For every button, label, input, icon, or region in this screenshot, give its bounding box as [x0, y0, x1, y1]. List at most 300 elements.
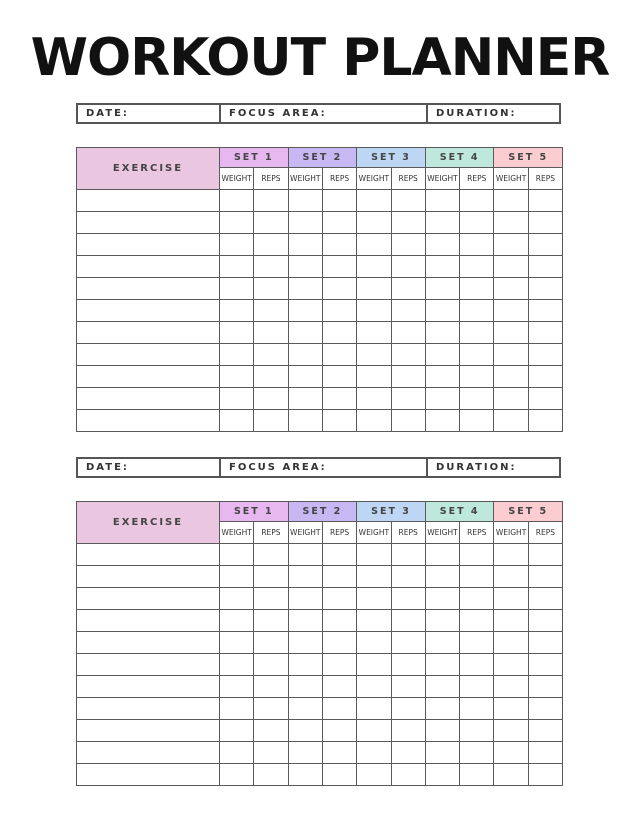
reps-cell[interactable]: [322, 698, 356, 720]
weight-cell[interactable]: [357, 632, 391, 654]
weight-cell[interactable]: [494, 544, 528, 566]
weight-cell[interactable]: [288, 698, 322, 720]
weight-cell[interactable]: [288, 344, 322, 366]
reps-cell[interactable]: [254, 588, 288, 610]
weight-cell[interactable]: [357, 588, 391, 610]
weight-cell[interactable]: [357, 234, 391, 256]
weight-cell[interactable]: [425, 544, 459, 566]
exercise-cell[interactable]: [77, 410, 220, 432]
workout-table: [76, 147, 563, 432]
reps-cell[interactable]: [391, 190, 425, 212]
weight-cell[interactable]: [494, 278, 528, 300]
table-row: [77, 322, 563, 344]
reps-cell[interactable]: [391, 234, 425, 256]
reps-header: REPS: [528, 522, 562, 544]
reps-header: REPS: [391, 168, 425, 190]
weight-cell[interactable]: [288, 256, 322, 278]
exercise-cell[interactable]: [77, 234, 220, 256]
reps-cell[interactable]: [391, 610, 425, 632]
reps-cell[interactable]: [322, 212, 356, 234]
table-row: [77, 720, 563, 742]
weight-cell[interactable]: [288, 322, 322, 344]
reps-cell[interactable]: [254, 300, 288, 322]
reps-cell[interactable]: [528, 632, 562, 654]
reps-cell[interactable]: [460, 742, 494, 764]
weight-header: WEIGHT: [494, 522, 528, 544]
weight-cell[interactable]: [288, 610, 322, 632]
reps-cell[interactable]: [322, 300, 356, 322]
reps-cell[interactable]: [254, 322, 288, 344]
reps-cell[interactable]: [528, 742, 562, 764]
weight-cell[interactable]: [425, 256, 459, 278]
reps-cell[interactable]: [254, 720, 288, 742]
reps-cell[interactable]: [322, 654, 356, 676]
reps-cell[interactable]: [528, 190, 562, 212]
weight-cell[interactable]: [288, 212, 322, 234]
weight-cell[interactable]: [357, 344, 391, 366]
weight-cell[interactable]: [425, 388, 459, 410]
weight-cell[interactable]: [494, 632, 528, 654]
reps-cell[interactable]: [391, 300, 425, 322]
exercise-cell[interactable]: [77, 610, 220, 632]
exercise-cell[interactable]: [77, 588, 220, 610]
reps-cell[interactable]: [460, 234, 494, 256]
table-row: [77, 566, 563, 588]
weight-cell[interactable]: [494, 300, 528, 322]
weight-cell[interactable]: [494, 720, 528, 742]
weight-cell[interactable]: [220, 234, 254, 256]
reps-cell[interactable]: [528, 256, 562, 278]
weight-cell[interactable]: [425, 344, 459, 366]
table-row: [77, 588, 563, 610]
reps-cell[interactable]: [322, 366, 356, 388]
reps-cell[interactable]: [391, 632, 425, 654]
reps-cell[interactable]: [322, 588, 356, 610]
weight-cell[interactable]: [425, 212, 459, 234]
page-title: WORKOUT PLANNER: [30, 28, 610, 88]
table-row: [77, 742, 563, 764]
reps-cell[interactable]: [391, 588, 425, 610]
weight-cell[interactable]: [220, 322, 254, 344]
weight-cell[interactable]: [494, 566, 528, 588]
weight-cell[interactable]: [425, 764, 459, 786]
weight-cell[interactable]: [494, 410, 528, 432]
reps-cell[interactable]: [528, 720, 562, 742]
weight-cell[interactable]: [357, 212, 391, 234]
table-row: [77, 410, 563, 432]
reps-cell[interactable]: [254, 278, 288, 300]
reps-cell[interactable]: [254, 544, 288, 566]
reps-cell[interactable]: [528, 566, 562, 588]
reps-cell[interactable]: [254, 256, 288, 278]
session-info-bar: [76, 103, 561, 124]
exercise-header: EXERCISE: [77, 148, 220, 190]
weight-cell[interactable]: [425, 676, 459, 698]
reps-cell[interactable]: [391, 742, 425, 764]
weight-cell[interactable]: [494, 742, 528, 764]
set-header-1: SET 1: [220, 148, 289, 168]
weight-cell[interactable]: [357, 698, 391, 720]
reps-cell[interactable]: [391, 366, 425, 388]
reps-cell[interactable]: [528, 344, 562, 366]
weight-cell[interactable]: [220, 566, 254, 588]
weight-cell[interactable]: [288, 632, 322, 654]
table-row: [77, 300, 563, 322]
reps-cell[interactable]: [460, 566, 494, 588]
weight-header: WEIGHT: [494, 168, 528, 190]
table-row: [77, 212, 563, 234]
weight-cell[interactable]: [357, 322, 391, 344]
weight-cell[interactable]: [357, 388, 391, 410]
reps-cell[interactable]: [460, 322, 494, 344]
focus-area-field[interactable]: FOCUS AREA:: [219, 459, 426, 476]
exercise-cell[interactable]: [77, 544, 220, 566]
weight-cell[interactable]: [494, 190, 528, 212]
table-row: [77, 764, 563, 786]
weight-cell[interactable]: [425, 278, 459, 300]
duration-field[interactable]: DURATION:: [426, 105, 559, 122]
weight-cell[interactable]: [425, 410, 459, 432]
weight-cell[interactable]: [220, 366, 254, 388]
reps-cell[interactable]: [460, 588, 494, 610]
exercise-cell[interactable]: [77, 566, 220, 588]
reps-cell[interactable]: [322, 190, 356, 212]
reps-cell[interactable]: [322, 344, 356, 366]
reps-cell[interactable]: [528, 388, 562, 410]
set-header-5: SET 5: [494, 148, 563, 168]
weight-cell[interactable]: [288, 566, 322, 588]
weight-cell[interactable]: [425, 234, 459, 256]
weight-cell[interactable]: [288, 544, 322, 566]
weight-cell[interactable]: [220, 256, 254, 278]
table-row: [77, 388, 563, 410]
weight-cell[interactable]: [288, 742, 322, 764]
reps-cell[interactable]: [528, 212, 562, 234]
reps-cell[interactable]: [528, 300, 562, 322]
reps-cell[interactable]: [528, 410, 562, 432]
reps-header: REPS: [528, 168, 562, 190]
weight-cell[interactable]: [357, 566, 391, 588]
weight-cell[interactable]: [220, 610, 254, 632]
weight-cell[interactable]: [357, 300, 391, 322]
reps-cell[interactable]: [322, 676, 356, 698]
weight-cell[interactable]: [220, 388, 254, 410]
table-row: [77, 610, 563, 632]
reps-cell[interactable]: [391, 410, 425, 432]
exercise-cell[interactable]: [77, 366, 220, 388]
reps-cell[interactable]: [322, 742, 356, 764]
weight-cell[interactable]: [494, 676, 528, 698]
reps-cell[interactable]: [391, 544, 425, 566]
reps-cell[interactable]: [528, 610, 562, 632]
exercise-cell[interactable]: [77, 388, 220, 410]
weight-cell[interactable]: [288, 234, 322, 256]
weight-cell[interactable]: [425, 588, 459, 610]
set-header-4: SET 4: [425, 148, 494, 168]
weight-cell[interactable]: [357, 654, 391, 676]
reps-cell[interactable]: [528, 698, 562, 720]
reps-cell[interactable]: [254, 698, 288, 720]
reps-cell[interactable]: [460, 300, 494, 322]
table-row: [77, 278, 563, 300]
table-row: [77, 234, 563, 256]
weight-cell[interactable]: [288, 300, 322, 322]
weight-cell[interactable]: [288, 190, 322, 212]
weight-cell[interactable]: [494, 610, 528, 632]
weight-cell[interactable]: [357, 190, 391, 212]
exercise-cell[interactable]: [77, 632, 220, 654]
reps-cell[interactable]: [322, 610, 356, 632]
weight-cell[interactable]: [220, 742, 254, 764]
weight-cell[interactable]: [220, 212, 254, 234]
weight-cell[interactable]: [220, 654, 254, 676]
weight-cell[interactable]: [494, 212, 528, 234]
weight-cell[interactable]: [288, 366, 322, 388]
reps-cell[interactable]: [460, 256, 494, 278]
weight-cell[interactable]: [357, 256, 391, 278]
weight-cell[interactable]: [425, 300, 459, 322]
exercise-cell[interactable]: [77, 344, 220, 366]
reps-cell[interactable]: [391, 764, 425, 786]
reps-cell[interactable]: [391, 212, 425, 234]
reps-cell[interactable]: [460, 676, 494, 698]
table-row: [77, 344, 563, 366]
weight-cell[interactable]: [357, 278, 391, 300]
reps-cell[interactable]: [254, 212, 288, 234]
reps-cell[interactable]: [528, 278, 562, 300]
reps-cell[interactable]: [254, 190, 288, 212]
weight-cell[interactable]: [494, 588, 528, 610]
weight-cell[interactable]: [220, 632, 254, 654]
exercise-cell[interactable]: [77, 190, 220, 212]
reps-cell[interactable]: [322, 720, 356, 742]
reps-cell[interactable]: [254, 610, 288, 632]
exercise-cell[interactable]: [77, 764, 220, 786]
weight-cell[interactable]: [357, 742, 391, 764]
reps-cell[interactable]: [460, 388, 494, 410]
exercise-cell[interactable]: [77, 698, 220, 720]
reps-header: REPS: [254, 522, 288, 544]
weight-cell[interactable]: [425, 698, 459, 720]
reps-cell[interactable]: [391, 654, 425, 676]
reps-cell[interactable]: [254, 234, 288, 256]
reps-cell[interactable]: [254, 742, 288, 764]
exercise-cell[interactable]: [77, 212, 220, 234]
table-row: [77, 190, 563, 212]
weight-cell[interactable]: [357, 720, 391, 742]
reps-cell[interactable]: [460, 544, 494, 566]
weight-cell[interactable]: [220, 764, 254, 786]
exercise-cell[interactable]: [77, 742, 220, 764]
weight-cell[interactable]: [425, 190, 459, 212]
reps-cell[interactable]: [460, 190, 494, 212]
set-header-1: SET 1: [220, 502, 289, 522]
weight-cell[interactable]: [220, 300, 254, 322]
reps-cell[interactable]: [254, 388, 288, 410]
weight-cell[interactable]: [494, 654, 528, 676]
exercise-header: EXERCISE: [77, 502, 220, 544]
exercise-cell[interactable]: [77, 720, 220, 742]
reps-cell[interactable]: [322, 410, 356, 432]
exercise-cell[interactable]: [77, 278, 220, 300]
reps-cell[interactable]: [460, 720, 494, 742]
set-header-2: SET 2: [288, 148, 357, 168]
reps-cell[interactable]: [528, 588, 562, 610]
weight-cell[interactable]: [425, 366, 459, 388]
reps-cell[interactable]: [460, 410, 494, 432]
table-row: [77, 366, 563, 388]
reps-cell[interactable]: [322, 632, 356, 654]
weight-cell[interactable]: [288, 388, 322, 410]
reps-cell[interactable]: [322, 278, 356, 300]
set-header-5: SET 5: [494, 502, 563, 522]
reps-cell[interactable]: [391, 322, 425, 344]
weight-header: WEIGHT: [288, 522, 322, 544]
reps-cell[interactable]: [460, 698, 494, 720]
reps-cell[interactable]: [460, 654, 494, 676]
reps-cell[interactable]: [254, 366, 288, 388]
weight-header: WEIGHT: [220, 168, 254, 190]
set-header-4: SET 4: [425, 502, 494, 522]
reps-cell[interactable]: [254, 764, 288, 786]
weight-cell[interactable]: [357, 610, 391, 632]
weight-cell[interactable]: [288, 764, 322, 786]
weight-cell[interactable]: [288, 654, 322, 676]
table-row: [77, 654, 563, 676]
weight-cell[interactable]: [288, 410, 322, 432]
reps-cell[interactable]: [460, 344, 494, 366]
reps-cell[interactable]: [322, 544, 356, 566]
reps-cell[interactable]: [391, 388, 425, 410]
weight-cell[interactable]: [220, 344, 254, 366]
reps-cell[interactable]: [391, 676, 425, 698]
weight-cell[interactable]: [494, 322, 528, 344]
reps-cell[interactable]: [254, 632, 288, 654]
weight-header: WEIGHT: [425, 522, 459, 544]
weight-cell[interactable]: [357, 366, 391, 388]
date-field[interactable]: DATE:: [86, 108, 129, 119]
weight-cell[interactable]: [220, 676, 254, 698]
weight-cell[interactable]: [425, 322, 459, 344]
weight-cell[interactable]: [220, 588, 254, 610]
weight-cell[interactable]: [494, 344, 528, 366]
weight-cell[interactable]: [288, 676, 322, 698]
reps-cell[interactable]: [254, 566, 288, 588]
date-field[interactable]: DATE:: [86, 462, 129, 473]
weight-cell[interactable]: [425, 610, 459, 632]
reps-cell[interactable]: [528, 544, 562, 566]
reps-cell[interactable]: [322, 388, 356, 410]
reps-cell[interactable]: [460, 212, 494, 234]
reps-cell[interactable]: [254, 410, 288, 432]
weight-cell[interactable]: [494, 388, 528, 410]
weight-cell[interactable]: [220, 720, 254, 742]
set-header-3: SET 3: [357, 148, 426, 168]
weight-header: WEIGHT: [425, 168, 459, 190]
weight-cell[interactable]: [425, 654, 459, 676]
reps-cell[interactable]: [322, 234, 356, 256]
reps-cell[interactable]: [391, 720, 425, 742]
reps-cell[interactable]: [528, 764, 562, 786]
reps-cell[interactable]: [322, 764, 356, 786]
weight-header: WEIGHT: [357, 522, 391, 544]
reps-header: REPS: [254, 168, 288, 190]
exercise-cell[interactable]: [77, 322, 220, 344]
workout-table: [76, 501, 563, 786]
reps-cell[interactable]: [528, 366, 562, 388]
reps-cell[interactable]: [528, 676, 562, 698]
reps-cell[interactable]: [528, 322, 562, 344]
weight-cell[interactable]: [288, 278, 322, 300]
reps-cell[interactable]: [322, 322, 356, 344]
focus-area-field[interactable]: FOCUS AREA:: [219, 105, 426, 122]
weight-cell[interactable]: [357, 544, 391, 566]
reps-cell[interactable]: [391, 256, 425, 278]
weight-cell[interactable]: [494, 256, 528, 278]
exercise-cell[interactable]: [77, 300, 220, 322]
table-row: [77, 632, 563, 654]
weight-cell[interactable]: [494, 234, 528, 256]
weight-cell[interactable]: [357, 764, 391, 786]
reps-cell[interactable]: [254, 676, 288, 698]
duration-field[interactable]: DURATION:: [426, 459, 559, 476]
reps-cell[interactable]: [254, 344, 288, 366]
weight-cell[interactable]: [220, 544, 254, 566]
reps-header: REPS: [391, 522, 425, 544]
reps-cell[interactable]: [322, 566, 356, 588]
reps-cell[interactable]: [460, 764, 494, 786]
weight-header: WEIGHT: [220, 522, 254, 544]
weight-cell[interactable]: [220, 698, 254, 720]
reps-cell[interactable]: [528, 654, 562, 676]
reps-cell[interactable]: [391, 344, 425, 366]
set-header-3: SET 3: [357, 502, 426, 522]
set-header-2: SET 2: [288, 502, 357, 522]
exercise-cell[interactable]: [77, 654, 220, 676]
weight-cell[interactable]: [494, 764, 528, 786]
weight-header: WEIGHT: [357, 168, 391, 190]
weight-cell[interactable]: [288, 720, 322, 742]
table-row: [77, 698, 563, 720]
weight-cell[interactable]: [494, 366, 528, 388]
weight-cell[interactable]: [220, 278, 254, 300]
reps-header: REPS: [322, 168, 356, 190]
weight-cell[interactable]: [494, 698, 528, 720]
weight-cell[interactable]: [288, 588, 322, 610]
reps-cell[interactable]: [391, 698, 425, 720]
reps-cell[interactable]: [460, 278, 494, 300]
weight-cell[interactable]: [357, 410, 391, 432]
reps-cell[interactable]: [460, 632, 494, 654]
weight-cell[interactable]: [357, 676, 391, 698]
weight-cell[interactable]: [220, 410, 254, 432]
weight-cell[interactable]: [425, 566, 459, 588]
weight-cell[interactable]: [425, 742, 459, 764]
exercise-cell[interactable]: [77, 256, 220, 278]
reps-cell[interactable]: [254, 654, 288, 676]
reps-cell[interactable]: [460, 610, 494, 632]
weight-cell[interactable]: [425, 632, 459, 654]
reps-cell[interactable]: [391, 566, 425, 588]
reps-cell[interactable]: [391, 278, 425, 300]
reps-cell[interactable]: [460, 366, 494, 388]
reps-cell[interactable]: [322, 256, 356, 278]
session-info-bar: [76, 457, 561, 478]
reps-cell[interactable]: [528, 234, 562, 256]
weight-cell[interactable]: [220, 190, 254, 212]
exercise-cell[interactable]: [77, 676, 220, 698]
weight-cell[interactable]: [425, 720, 459, 742]
